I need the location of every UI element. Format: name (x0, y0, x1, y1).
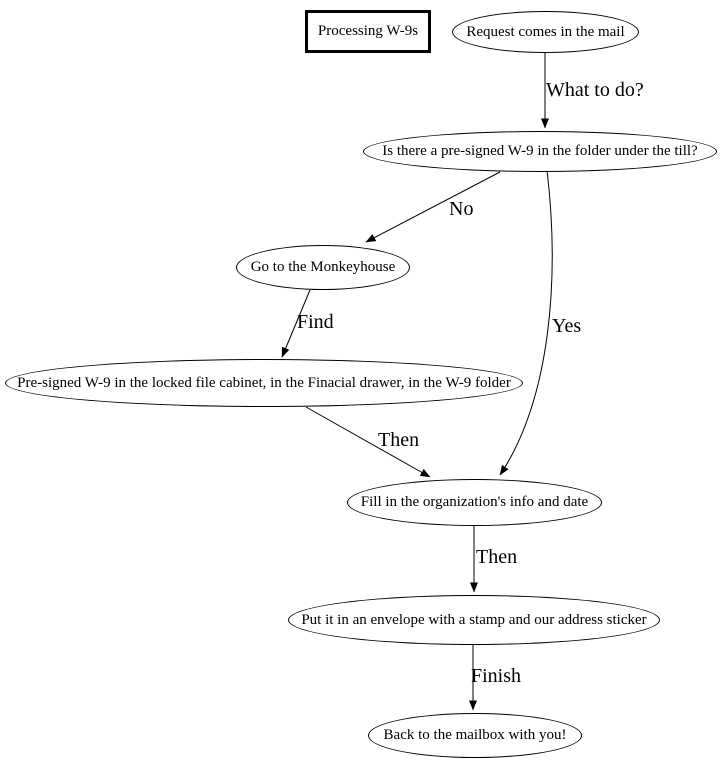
edge-label-find: Find (297, 311, 334, 333)
node-request-comes-in-mail (452, 11, 639, 53)
node-label: Pre-signed W-9 in the locked file cabinet, in the Finacial drawer, in the W-9 folder (17, 374, 511, 391)
node-back-to-mailbox (368, 713, 582, 758)
node-label: Is there a pre-signed W-9 in the folder under the till? (382, 143, 698, 160)
edge-label-then-1: Then (378, 429, 420, 451)
edge-label-what-to-do: What to do? (546, 79, 644, 101)
edge-label-then-2: Then (476, 546, 518, 568)
node-go-to-monkeyhouse (236, 245, 410, 290)
edge-label-finish: Finish (471, 665, 522, 687)
node-label: Go to the Monkeyhouse (250, 259, 396, 276)
edge-yes-arrow (500, 170, 552, 475)
edge-label-no: No (449, 198, 474, 220)
edge-label-yes: Yes (552, 315, 582, 337)
node-label: Back to the mailbox with you! (383, 727, 567, 744)
node-envelope-stamp-sticker (288, 595, 660, 645)
node-label: Put it in an envelope with a stamp and our address sticker (301, 611, 647, 628)
diagram-title-box (305, 10, 431, 53)
node-presigned-file-cabinet (5, 359, 523, 407)
edge-no-arrow (366, 172, 500, 242)
node-label: Fill in the organization's info and date (360, 494, 589, 511)
diagram-title: Processing W-9s (317, 23, 419, 39)
node-presigned-under-till-question (363, 131, 717, 172)
node-fill-org-info (347, 479, 602, 526)
node-label: Request comes in the mail (466, 23, 625, 40)
